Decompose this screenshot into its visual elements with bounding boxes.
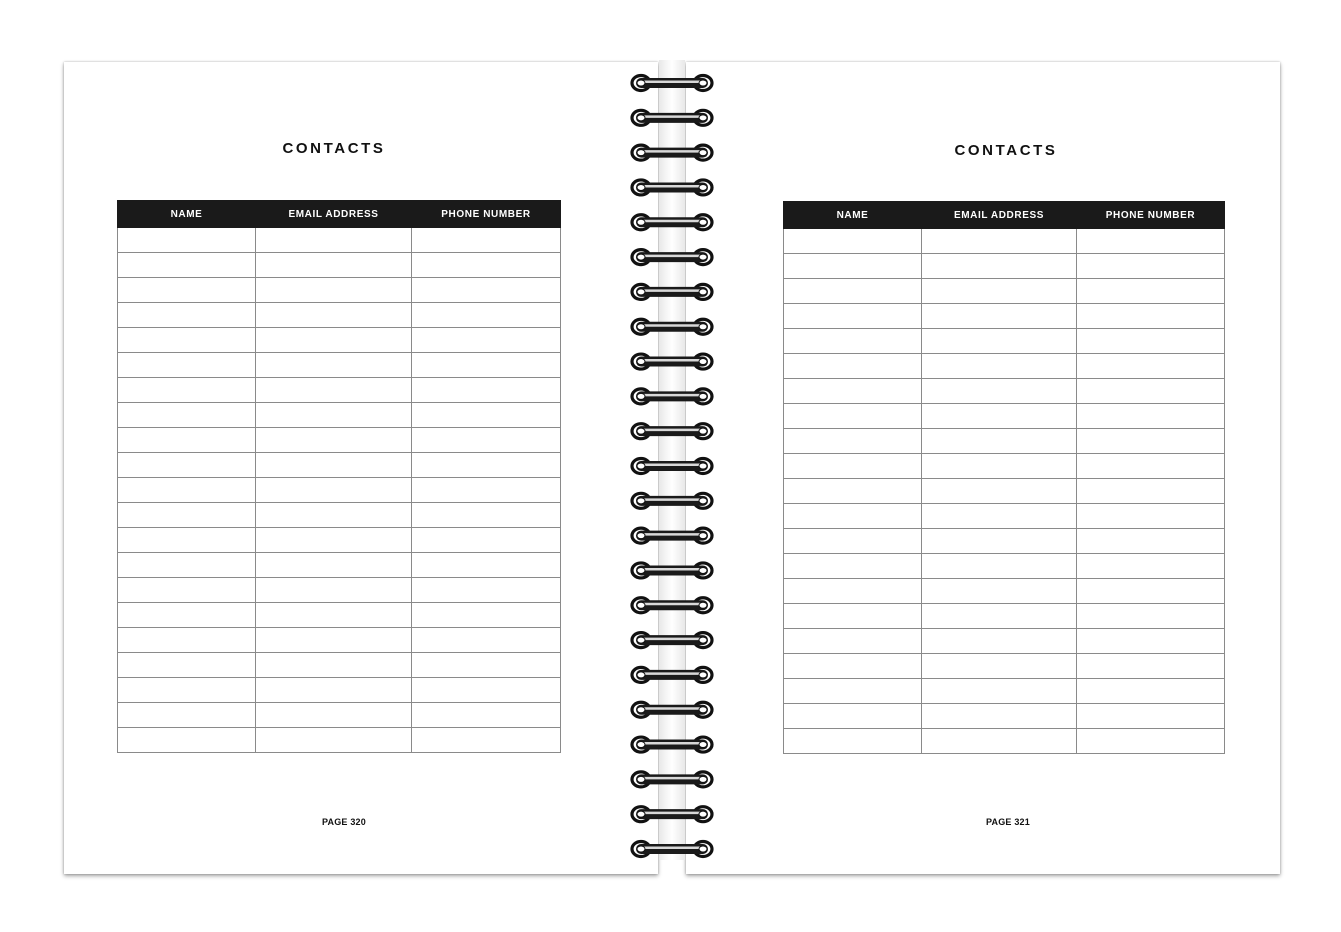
left-page [64, 62, 658, 874]
table-cell[interactable] [118, 703, 256, 728]
table-cell[interactable] [118, 278, 256, 303]
table-cell[interactable] [1077, 379, 1225, 404]
table-cell[interactable] [922, 304, 1077, 329]
table-row [784, 679, 1225, 704]
table-cell[interactable] [118, 303, 256, 328]
table-cell[interactable] [412, 353, 561, 378]
table-cell[interactable] [784, 504, 922, 529]
table-cell[interactable] [256, 378, 412, 403]
table-cell[interactable] [922, 379, 1077, 404]
table-cell[interactable] [784, 354, 922, 379]
table-cell[interactable] [1077, 604, 1225, 629]
table-row [784, 729, 1225, 754]
table-cell[interactable] [256, 628, 412, 653]
table-cell[interactable] [784, 329, 922, 354]
table-cell[interactable] [412, 228, 561, 253]
table-cell[interactable] [1077, 554, 1225, 579]
table-cell[interactable] [256, 328, 412, 353]
table-cell[interactable] [118, 578, 256, 603]
table-row [118, 628, 561, 653]
spine [659, 60, 685, 860]
right-page [686, 62, 1280, 874]
table-row [118, 603, 561, 628]
table-row [784, 654, 1225, 679]
page-number: PAGE 320 [322, 817, 366, 827]
table-cell[interactable] [784, 479, 922, 504]
column-header-phone: PHONE NUMBER [412, 201, 561, 228]
table-cell[interactable] [412, 653, 561, 678]
table-row [118, 428, 561, 453]
table-cell[interactable] [784, 554, 922, 579]
table-row [118, 228, 561, 253]
table-cell[interactable] [118, 328, 256, 353]
table-cell[interactable] [256, 428, 412, 453]
table-cell[interactable] [412, 253, 561, 278]
table-cell[interactable] [922, 504, 1077, 529]
table-cell[interactable] [412, 578, 561, 603]
table-cell[interactable] [256, 353, 412, 378]
table-cell[interactable] [922, 479, 1077, 504]
table-cell[interactable] [412, 303, 561, 328]
table-cell[interactable] [1077, 704, 1225, 729]
table-cell[interactable] [256, 653, 412, 678]
table-cell[interactable] [922, 679, 1077, 704]
table-row [784, 604, 1225, 629]
table-cell[interactable] [784, 254, 922, 279]
table-cell[interactable] [1077, 229, 1225, 254]
table-row [118, 578, 561, 603]
page-title: CONTACTS [954, 142, 1058, 159]
table-row [118, 478, 561, 503]
table-row [784, 479, 1225, 504]
table-cell[interactable] [784, 704, 922, 729]
table-cell[interactable] [1077, 729, 1225, 754]
table-cell[interactable] [256, 553, 412, 578]
table-cell[interactable] [118, 478, 256, 503]
table-cell[interactable] [784, 404, 922, 429]
contacts-table-body [118, 228, 561, 753]
table-cell[interactable] [118, 228, 256, 253]
table-cell[interactable] [922, 404, 1077, 429]
table-cell[interactable] [256, 478, 412, 503]
table-row [784, 504, 1225, 529]
table-row [118, 253, 561, 278]
table-cell[interactable] [784, 229, 922, 254]
table-cell[interactable] [118, 653, 256, 678]
table-cell[interactable] [922, 329, 1077, 354]
table-row [784, 279, 1225, 304]
table-cell[interactable] [412, 603, 561, 628]
table-row [118, 553, 561, 578]
column-header-email: EMAIL ADDRESS [922, 202, 1077, 229]
table-row [784, 629, 1225, 654]
table-row [118, 403, 561, 428]
table-cell[interactable] [412, 503, 561, 528]
table-cell[interactable] [922, 254, 1077, 279]
table-cell[interactable] [784, 279, 922, 304]
column-header-name: NAME [784, 202, 922, 229]
table-cell[interactable] [118, 728, 256, 753]
table-row [118, 278, 561, 303]
table-cell[interactable] [784, 304, 922, 329]
table-cell[interactable] [1077, 629, 1225, 654]
table-cell[interactable] [784, 729, 922, 754]
table-cell[interactable] [784, 604, 922, 629]
table-cell[interactable] [118, 603, 256, 628]
table-cell[interactable] [118, 528, 256, 553]
table-cell[interactable] [118, 678, 256, 703]
table-cell[interactable] [1077, 579, 1225, 604]
table-cell[interactable] [412, 378, 561, 403]
table-cell[interactable] [784, 654, 922, 679]
table-cell[interactable] [256, 528, 412, 553]
table-cell[interactable] [1077, 404, 1225, 429]
table-cell[interactable] [256, 728, 412, 753]
table-cell[interactable] [118, 353, 256, 378]
table-cell[interactable] [412, 703, 561, 728]
table-cell[interactable] [118, 253, 256, 278]
table-cell[interactable] [118, 628, 256, 653]
table-cell[interactable] [256, 453, 412, 478]
table-cell[interactable] [1077, 654, 1225, 679]
table-row [118, 378, 561, 403]
table-cell[interactable] [784, 529, 922, 554]
table-cell[interactable] [1077, 354, 1225, 379]
table-cell[interactable] [1077, 454, 1225, 479]
table-row [784, 254, 1225, 279]
table-cell[interactable] [784, 579, 922, 604]
table-cell[interactable] [1077, 304, 1225, 329]
table-row [118, 303, 561, 328]
column-header-phone: PHONE NUMBER [1077, 202, 1225, 229]
table-cell[interactable] [1077, 479, 1225, 504]
table-row [118, 653, 561, 678]
table-cell[interactable] [118, 403, 256, 428]
page-number: PAGE 321 [986, 817, 1030, 827]
contacts-table [117, 200, 561, 753]
table-cell[interactable] [412, 403, 561, 428]
table-cell[interactable] [1077, 279, 1225, 304]
table-row [118, 453, 561, 478]
table-row [118, 353, 561, 378]
table-cell[interactable] [1077, 429, 1225, 454]
table-cell[interactable] [412, 728, 561, 753]
table-cell[interactable] [922, 729, 1077, 754]
table-cell[interactable] [118, 453, 256, 478]
table-row [118, 328, 561, 353]
table-cell[interactable] [922, 279, 1077, 304]
table-row [118, 528, 561, 553]
column-header-email: EMAIL ADDRESS [256, 201, 412, 228]
table-cell[interactable] [256, 253, 412, 278]
table-cell[interactable] [412, 678, 561, 703]
table-cell[interactable] [922, 704, 1077, 729]
table-cell[interactable] [118, 428, 256, 453]
table-cell[interactable] [922, 579, 1077, 604]
table-cell[interactable] [784, 379, 922, 404]
table-cell[interactable] [1077, 529, 1225, 554]
table-row [784, 229, 1225, 254]
table-cell[interactable] [922, 629, 1077, 654]
column-header-name: NAME [118, 201, 256, 228]
table-cell[interactable] [256, 303, 412, 328]
table-row [118, 503, 561, 528]
table-cell[interactable] [256, 678, 412, 703]
table-cell[interactable] [922, 604, 1077, 629]
table-row [118, 678, 561, 703]
table-cell[interactable] [412, 428, 561, 453]
table-cell[interactable] [256, 228, 412, 253]
table-row [784, 579, 1225, 604]
table-row [784, 554, 1225, 579]
table-cell[interactable] [256, 278, 412, 303]
table-cell[interactable] [256, 403, 412, 428]
table-cell[interactable] [256, 703, 412, 728]
table-cell[interactable] [922, 654, 1077, 679]
table-cell[interactable] [412, 528, 561, 553]
table-row [784, 304, 1225, 329]
table-row [784, 404, 1225, 429]
table-cell[interactable] [784, 429, 922, 454]
table-cell[interactable] [118, 378, 256, 403]
table-cell[interactable] [412, 328, 561, 353]
table-row [784, 329, 1225, 354]
contacts-table [783, 201, 1225, 754]
table-cell[interactable] [118, 553, 256, 578]
table-header-row [118, 201, 561, 228]
page-title: CONTACTS [282, 140, 386, 157]
table-row [784, 354, 1225, 379]
table-cell[interactable] [256, 578, 412, 603]
table-row [784, 529, 1225, 554]
table-row [784, 454, 1225, 479]
table-cell[interactable] [412, 553, 561, 578]
table-row [118, 728, 561, 753]
table-row [784, 429, 1225, 454]
table-cell[interactable] [1077, 329, 1225, 354]
table-cell[interactable] [412, 628, 561, 653]
table-row [118, 703, 561, 728]
table-cell[interactable] [922, 554, 1077, 579]
table-cell[interactable] [256, 503, 412, 528]
table-cell[interactable] [922, 429, 1077, 454]
table-cell[interactable] [1077, 679, 1225, 704]
contacts-table-body [784, 229, 1225, 754]
table-cell[interactable] [1077, 254, 1225, 279]
table-cell[interactable] [118, 503, 256, 528]
table-row [784, 704, 1225, 729]
table-cell[interactable] [922, 354, 1077, 379]
table-cell[interactable] [1077, 504, 1225, 529]
table-cell[interactable] [922, 454, 1077, 479]
table-cell[interactable] [922, 529, 1077, 554]
table-cell[interactable] [784, 629, 922, 654]
table-header-row [784, 202, 1225, 229]
table-cell[interactable] [784, 679, 922, 704]
table-row [784, 379, 1225, 404]
table-cell[interactable] [784, 454, 922, 479]
table-cell[interactable] [412, 453, 561, 478]
table-cell[interactable] [412, 478, 561, 503]
table-cell[interactable] [256, 603, 412, 628]
table-cell[interactable] [412, 278, 561, 303]
table-cell[interactable] [922, 229, 1077, 254]
